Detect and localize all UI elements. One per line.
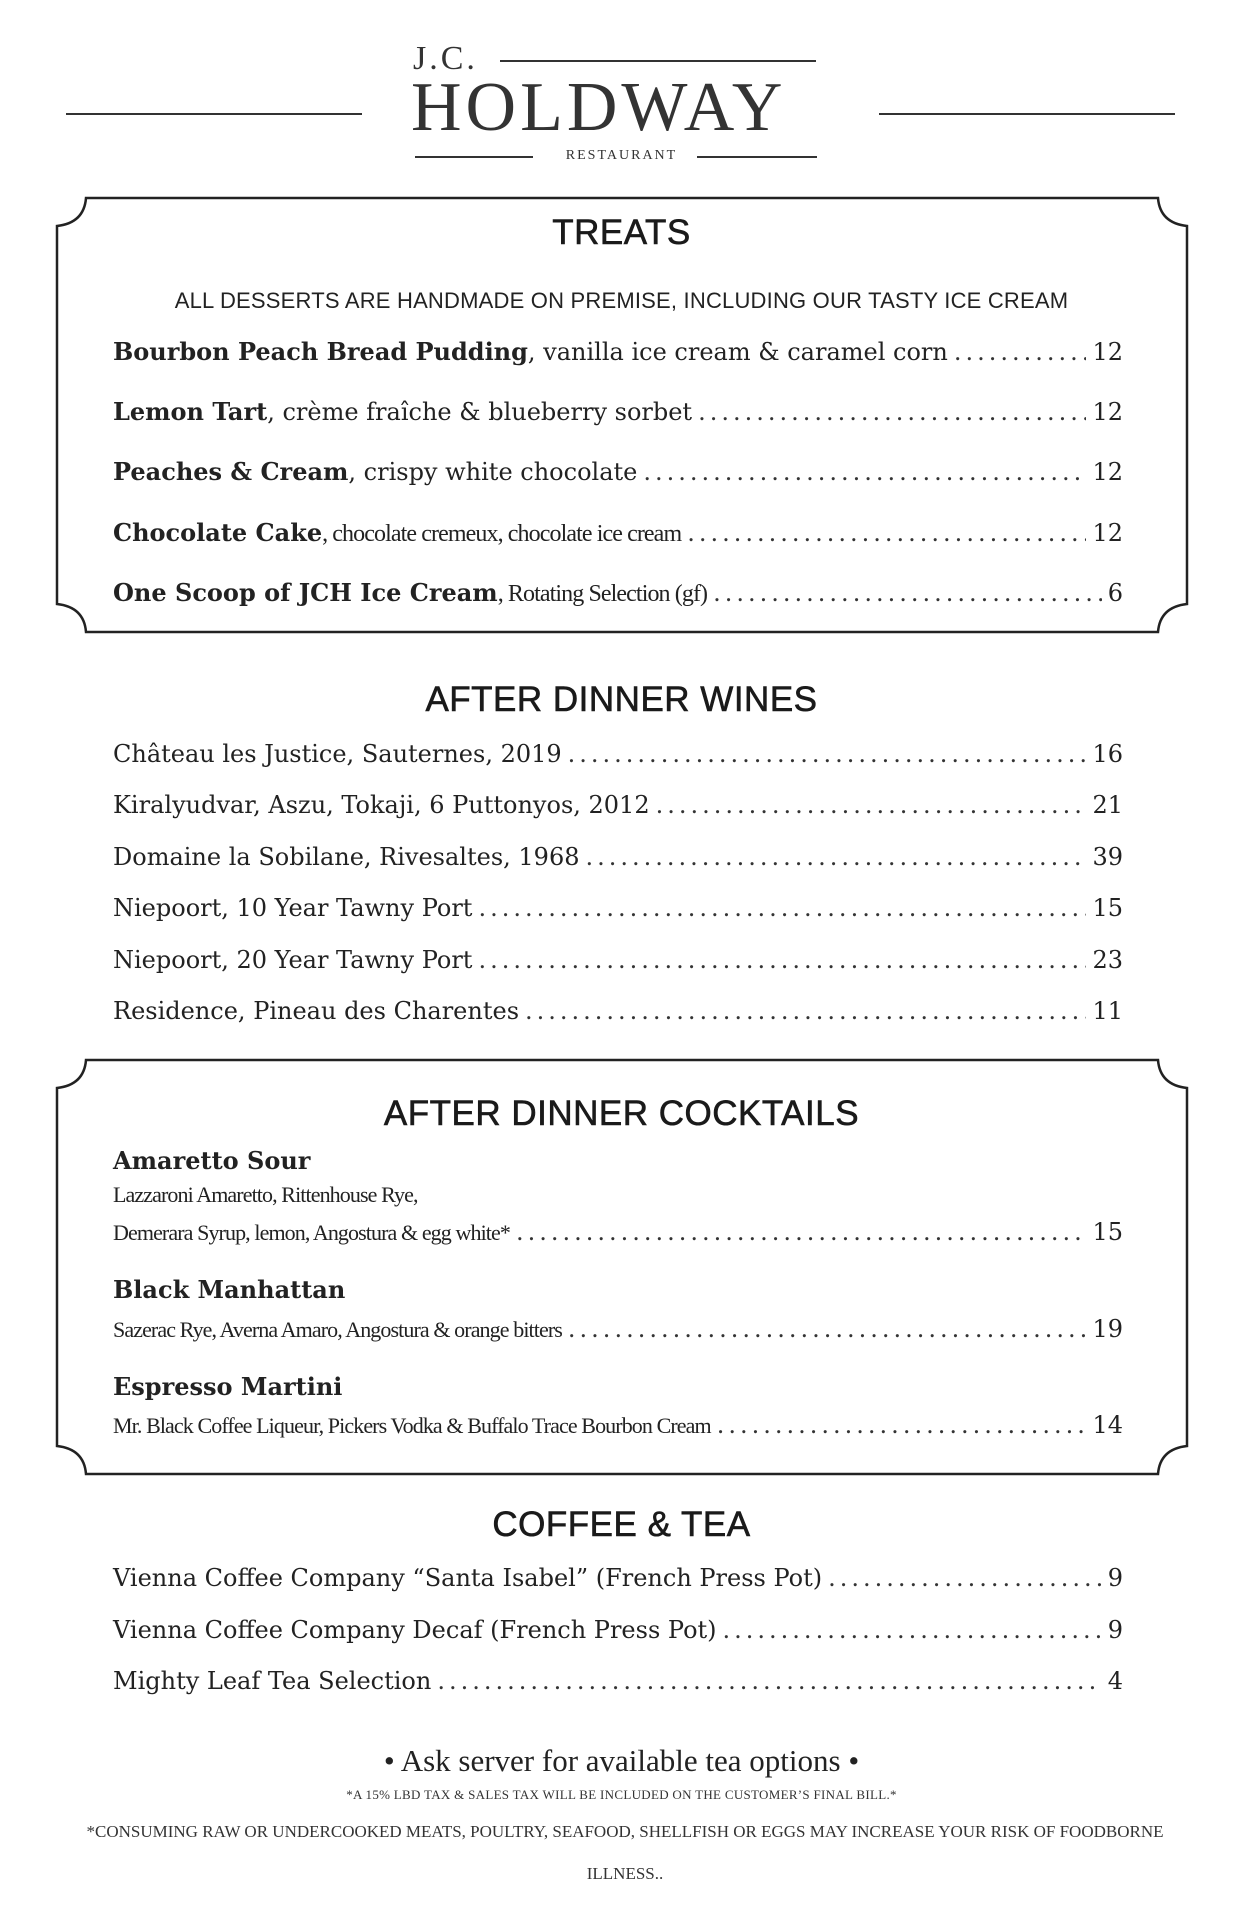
wine-name: Residence, Pineau des Charentes	[113, 997, 520, 1025]
cocktail-price: 19	[1092, 1315, 1123, 1343]
coffee-name: Vienna Coffee Company Decaf (French Press Pot)	[113, 1616, 717, 1644]
wine-price: 16	[1092, 740, 1123, 768]
wine-price: 23	[1092, 946, 1123, 974]
logo-rule-top	[500, 60, 816, 62]
coffee-item	[113, 1564, 1123, 1592]
dot-leader	[568, 740, 1087, 768]
dot-leader	[717, 1411, 1087, 1439]
coffee-price: 9	[1107, 1564, 1123, 1592]
dot-leader	[713, 579, 1102, 607]
wine-name: Château les Justice, Sauternes, 2019	[113, 740, 562, 768]
cocktail-desc: Sazerac Rye, Averna Amaro, Angostura & orange bitters	[113, 1317, 562, 1342]
logo-rule-left	[66, 113, 362, 115]
treat-item	[113, 518, 1123, 548]
coffee-price: 9	[1107, 1616, 1123, 1644]
treat-desc: , crispy white chocolate	[348, 458, 638, 486]
consumption-warning: *CONSUMING RAW OR UNDERCOOKED MEATS, POULTRY, SEAFOOD, SHELLFISH OR EGGS MAY INCREASE YOUR RISK OF FOODBORNE ILLNESS..	[86, 1822, 1164, 1883]
treat-item	[113, 397, 1123, 426]
coffee-item	[113, 1667, 1123, 1695]
treat-name: One Scoop of JCH Ice Cream	[113, 578, 498, 607]
dot-leader	[643, 458, 1086, 486]
treats-title: TREATS	[552, 213, 691, 252]
treat-desc: , chocolate cremeux, chocolate ice cream	[322, 521, 682, 547]
wine-item	[113, 791, 1123, 819]
treat-desc: , crème fraîche & blueberry sorbet	[267, 398, 693, 426]
treat-price: 12	[1092, 398, 1123, 426]
logo-subtitle: RESTAURANT	[565, 148, 678, 163]
dot-leader	[437, 1667, 1101, 1695]
wines-title: AFTER DINNER WINES	[425, 680, 818, 719]
wine-name: Kiralyudvar, Aszu, Tokaji, 6 Puttonyos, 2012	[113, 791, 650, 819]
wine-name: Niepoort, 20 Year Tawny Port	[113, 946, 473, 974]
treat-item	[113, 337, 1123, 366]
cocktail-item	[113, 1315, 1123, 1343]
wine-item	[113, 740, 1123, 768]
dot-leader	[656, 791, 1087, 819]
tax-note: *A 15% LBD TAX & SALES TAX WILL BE INCLUDED ON THE CUSTOMER’S FINAL BILL.*	[346, 1787, 897, 1802]
dot-leader	[478, 946, 1086, 974]
dot-leader	[568, 1315, 1087, 1343]
treat-price: 12	[1092, 458, 1123, 486]
cocktails-title: AFTER DINNER COCKTAILS	[383, 1094, 860, 1133]
treat-price: 6	[1107, 579, 1123, 607]
cocktail-name: Black Manhattan	[113, 1275, 346, 1304]
cocktail-name: Amaretto Sour	[113, 1146, 311, 1175]
treat-desc: , vanilla ice cream & caramel corn	[527, 338, 948, 366]
cocktail-price: 15	[1092, 1218, 1123, 1246]
cocktail-desc: Lazzaroni Amaretto, Rittenhouse Rye,	[113, 1182, 418, 1207]
treat-item	[113, 578, 1123, 608]
dot-leader	[525, 997, 1086, 1025]
coffee-price: 4	[1107, 1667, 1123, 1695]
wine-price: 11	[1092, 997, 1123, 1025]
treat-name: Bourbon Peach Bread Pudding	[113, 337, 528, 366]
wine-item	[113, 894, 1123, 922]
treats-note: ALL DESSERTS ARE HANDMADE ON PREMISE, INCLUDING OUR TASTY ICE CREAM	[174, 288, 1069, 313]
cocktail-item	[113, 1411, 1123, 1439]
treat-price: 12	[1092, 338, 1123, 366]
wine-item	[113, 843, 1123, 871]
coffee-name: Mighty Leaf Tea Selection	[113, 1667, 432, 1695]
wine-price: 21	[1092, 791, 1123, 819]
dot-leader	[954, 338, 1087, 366]
coffee-item	[113, 1616, 1123, 1644]
wine-price: 39	[1092, 843, 1123, 871]
logo-rule-right	[879, 113, 1175, 115]
treat-desc: , Rotating Selection (gf)	[497, 581, 708, 607]
dot-leader	[828, 1564, 1102, 1592]
dot-leader	[516, 1218, 1086, 1246]
cocktail-desc: Demerara Syrup, lemon, Angostura & egg white*	[113, 1220, 510, 1245]
cocktail-item	[113, 1218, 1123, 1246]
treat-name: Chocolate Cake	[113, 518, 323, 547]
logo-prefix: J.C.	[413, 40, 478, 77]
coffee-title: COFFEE & TEA	[492, 1505, 751, 1544]
dot-leader	[723, 1616, 1102, 1644]
treat-item	[113, 457, 1123, 486]
dot-leader	[585, 843, 1086, 871]
treat-name: Lemon Tart	[113, 397, 268, 426]
wine-item	[113, 997, 1123, 1025]
wine-name: Domaine la Sobilane, Rivesaltes, 1968	[113, 843, 580, 871]
dot-leader	[478, 894, 1086, 922]
wine-price: 15	[1092, 894, 1123, 922]
dot-leader	[687, 519, 1086, 547]
treat-name: Peaches & Cream	[113, 457, 349, 486]
dot-leader	[698, 398, 1086, 426]
cocktail-desc: Mr. Black Coffee Liqueur, Pickers Vodka & Buffalo Trace Bourbon Cream	[113, 1413, 711, 1438]
tea-options-note: • Ask server for available tea options •	[383, 1743, 860, 1778]
treat-price: 12	[1092, 519, 1123, 547]
wine-name: Niepoort, 10 Year Tawny Port	[113, 894, 473, 922]
coffee-name: Vienna Coffee Company “Santa Isabel” (French Press Pot)	[113, 1564, 823, 1592]
cocktail-price: 14	[1092, 1411, 1123, 1439]
wine-item	[113, 946, 1123, 974]
restaurant-logo	[0, 0, 1243, 175]
cocktail-name: Espresso Martini	[113, 1372, 343, 1401]
logo-name: HOLDWAY	[411, 69, 787, 146]
